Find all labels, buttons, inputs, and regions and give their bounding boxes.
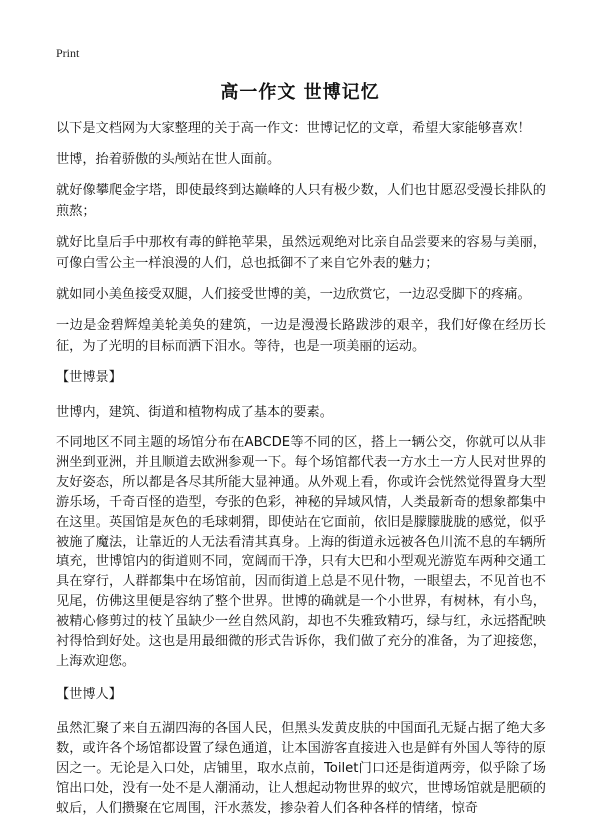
paragraph: 就如同小美鱼接受双腿，人们接受世博的美，一边欣赏它，一边忍受脚下的疼痛。: [56, 287, 531, 302]
paragraph: 就好比皇后手中那枚有毒的鲜艳苹果，虽然远观绝对比亲自品尝要来的容易与美丽，可像白雪公主一样浪漫的人们，总也抵御不了来自它外表的魅力；: [56, 235, 546, 271]
article-body: [56, 118, 546, 828]
paragraph: 就好像攀爬金字塔，即使最终到达巅峰的人只有极少数，人们也甘愿忍受漫长排队的煎熬；: [56, 183, 546, 219]
intro-paragraph: 以下是文档网为大家整理的关于高一作文：世博记忆的文章，希望大家能够喜欢！: [56, 121, 531, 136]
section-lead: 世博内，建筑、街道和植物构成了基本的要素。: [56, 405, 333, 420]
section-heading-scenery: 【世博景】: [56, 370, 122, 385]
paragraph: 一边是金碧辉煌美轮美奂的建筑，一边是漫漫长路跋涉的艰辛，我们好像在经历长征，为了光明的目标而洒下泪水。等待，也是一项美丽的运动。: [56, 318, 546, 354]
section-heading-people: 【世博人】: [56, 686, 122, 702]
page-title: 高一作文 世博记忆: [220, 82, 380, 103]
print-label: Print: [56, 46, 80, 60]
paragraph: 世博，抬着骄傲的头颅站在世人面前。: [56, 152, 281, 167]
section-body-scenery: 不同地区不同主题的场馆分布在ABCDE等不同的区，搭上一辆公交，你就可以从非洲坐到亚洲，并且顺道去欧洲参观一下。每个场馆都代表一方水土一方人民对世界的友好姿态，所以都是各尽其所能大显神通。从外观上看，你或许会恍然觉得置身大型游乐场，千奇百怪的造型，夸张的色彩，神秘的异域风情，人类最新奇的想象都集中在这里。英国馆是灰色的毛球刺猬，即使站在它面前，依旧是朦朦胧胧的感觉，似乎被施了魔法，让靠近的人无法看清其真身。上海的街道永远被各色川流不息的车辆所填充，世博馆内的街道则不同，宽阔而干净，只有大巴和小型观光游览车两种交通工具在穿行，人群都集中在场馆前，因而街道上总是不见什物，一眼望去，不见首也不见尾，仿佛这里便是容纳了整个世界。世博的确就是一个小世界，有树林，有小鸟，被精心修剪过的枝丫虽缺少一丝自然风韵，却也不失雅致精巧，绿与红，永远搭配映衬得恰到好处。这也是用最细微的形式告诉你，我们做了充分的准备，为了迎接您，上海欢迎您。: [56, 435, 546, 669]
section-body-people: 虽然汇聚了来自五湖四海的各国人民，但黑头发黄皮肤的中国面孔无疑占据了绝大多数，或许各个场馆都设置了绿色通道，让本国游客直接进入也是鲜有外国人等待的原因之一。无论是入口处，店铺里，取水点前，Toilet门口还是街道两旁，似乎除了场馆出口处，没有一处不是人潮涌动，让人想起动物世界的蚁穴，世博场馆就是肥硕的蚁后，人们攒聚在它周围，汗水蒸发，掺杂着人们各种各样的情绪，惊奇: [56, 720, 546, 816]
